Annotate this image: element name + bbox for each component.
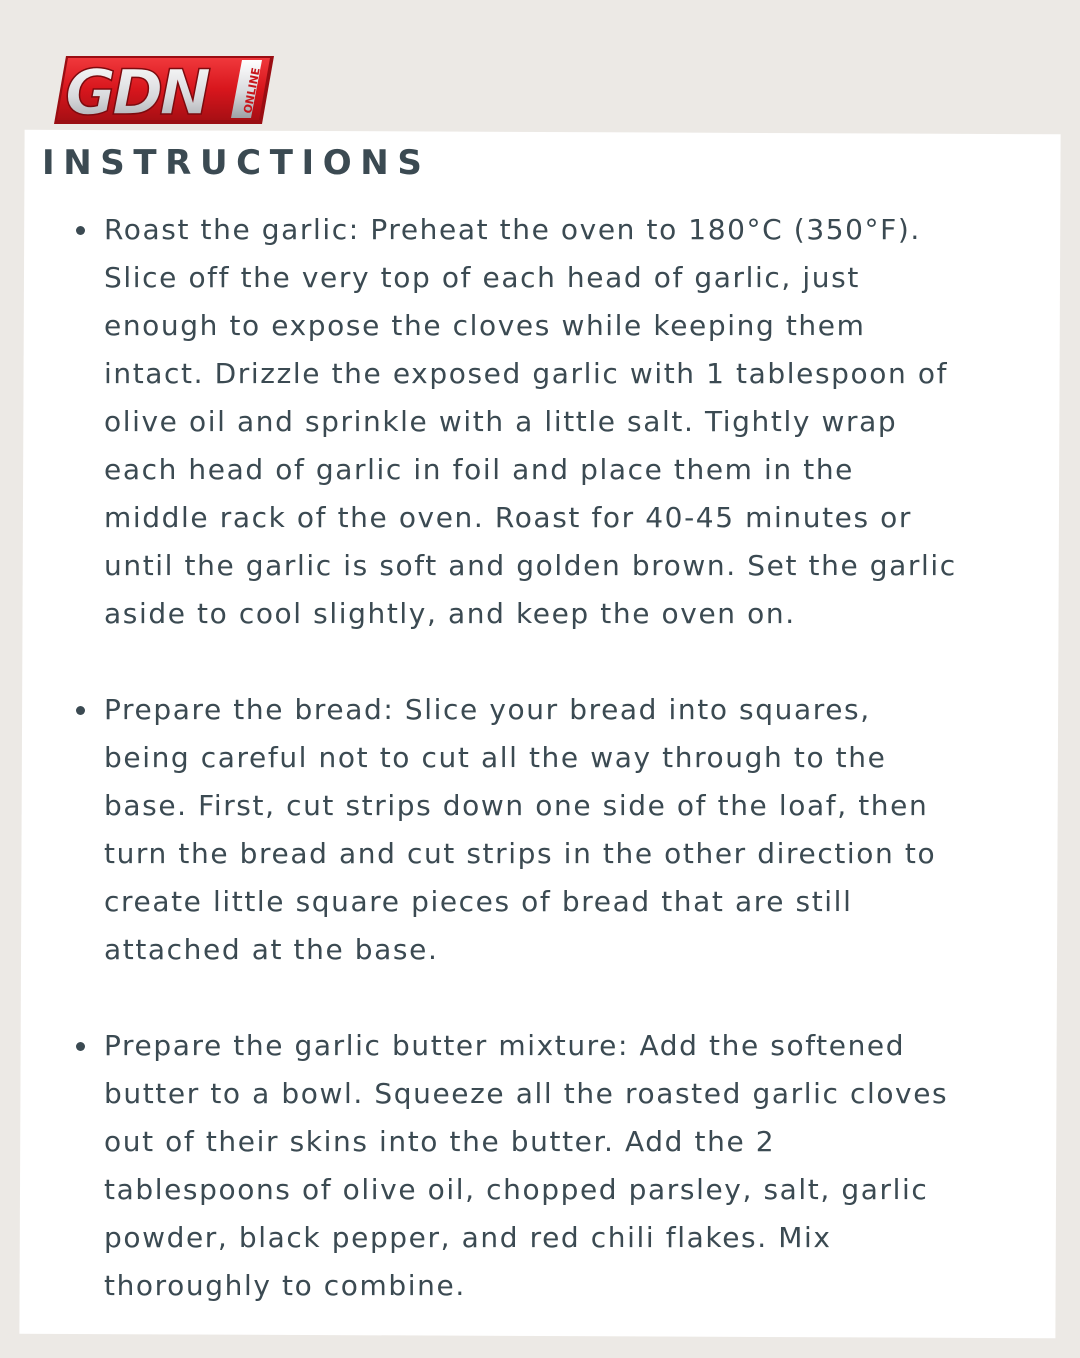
step-text-line: until the garlic is soft and golden brown. Set the garlic [104, 549, 957, 582]
step-text-line: Roast the garlic: Preheat the oven to 180°C (350°F). [104, 213, 921, 246]
step-text-line: aside to cool slightly, and keep the oven on. [104, 597, 796, 630]
logo-graphic [52, 54, 276, 126]
bullet-icon [76, 706, 85, 715]
logo-main-text: GDN [65, 56, 208, 126]
step-text-line: Slice off the very top of each head of garlic, just [104, 261, 860, 294]
step-text-line: base. First, cut strips down one side of the loaf, then [104, 789, 929, 822]
step-text-line: turn the bread and cut strips in the other direction to [104, 837, 937, 870]
instruction-list [0, 206, 1080, 1358]
step-text-line: enough to expose the cloves while keeping them [104, 309, 866, 342]
step-text-line: Prepare the garlic butter mixture: Add the softened [104, 1029, 906, 1062]
step-text-line: create little square pieces of bread that are still [104, 885, 853, 918]
bullet-icon [76, 1042, 85, 1051]
step-text-line: out of their skins into the butter. Add the 2 [104, 1125, 776, 1158]
step-text-line: each head of garlic in foil and place them in the [104, 453, 855, 486]
step-text-line: middle rack of the oven. Roast for 40-45 minutes or [104, 501, 912, 534]
step-text-line: tablespoons of olive oil, chopped parsley, salt, garlic [104, 1173, 929, 1206]
step-text-line: powder, black pepper, and red chili flakes. Mix [104, 1221, 832, 1254]
step-text-line: Prepare the bread: Slice your bread into squares, [104, 693, 871, 726]
gdn-online-logo[interactable] [52, 54, 276, 126]
instruction-step [0, 206, 1080, 638]
step-text-line: attached at the base. [104, 933, 439, 966]
instruction-step [0, 686, 1080, 974]
logo-side-text: ONLINE [241, 66, 263, 115]
step-text-line: olive oil and sprinkle with a little salt. Tightly wrap [104, 405, 898, 438]
instruction-step [0, 1022, 1080, 1310]
step-text-line: intact. Drizzle the exposed garlic with 1 tablespoon of [104, 357, 949, 390]
bullet-icon [76, 226, 85, 235]
step-text-line: thoroughly to combine. [104, 1269, 466, 1302]
section-title: INSTRUCTIONS [42, 143, 431, 183]
step-text-line: being careful not to cut all the way through to the [104, 741, 887, 774]
step-text-line: butter to a bowl. Squeeze all the roasted garlic cloves [104, 1077, 949, 1110]
